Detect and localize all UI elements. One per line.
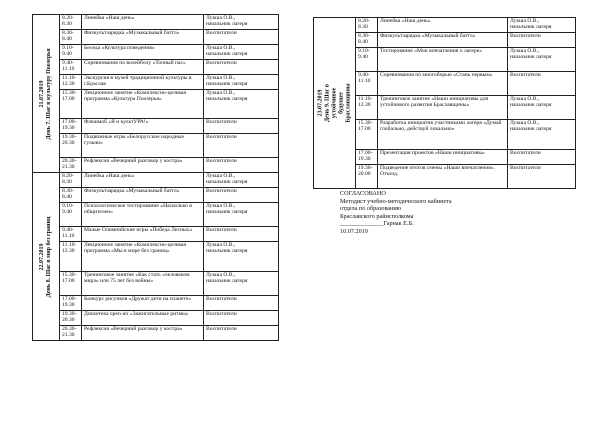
schedule-table-right [313, 17, 576, 189]
responsible-cell: Лукша О.В., начальник лагеря [508, 18, 576, 33]
day-title: День 7. Шаг в культуру Поозерья [46, 47, 52, 140]
activity-cell: Физкультзарядка «Музыкальный баттл» [82, 188, 204, 203]
time-cell: 15.30- 17.00 [60, 272, 82, 296]
table-row [33, 242, 279, 272]
time-cell: 8.20- 8.30 [60, 173, 82, 188]
time-cell: 19.30- 20.30 [60, 134, 82, 158]
responsible-cell: Воспитатели [204, 119, 279, 134]
activity-cell: Конкурс рисунков «Дружат дети на планете» [82, 296, 204, 311]
table-row [33, 134, 279, 158]
time-cell: 9.10- 9.40 [60, 203, 82, 227]
responsible-cell: Воспитатели [204, 296, 279, 311]
day-header [33, 15, 60, 173]
responsible-cell: Воспитатели [508, 150, 576, 165]
responsible-cell: Лукша О.В., начальник лагеря [204, 15, 279, 30]
responsible-cell: Лукша О.В., начальник лагеря [508, 96, 576, 120]
time-cell: 9.40- 11.10 [60, 60, 82, 75]
table-row [33, 188, 279, 203]
activity-cell: Разработка инициатив участниками лагеря «Думай глобально, действуй локально» [378, 120, 508, 150]
responsible-cell: Воспитатели [508, 33, 576, 48]
activity-cell: Линейка «Наш день» [82, 173, 204, 188]
approval-signature: ______________Гарнак Е.Б. [340, 220, 414, 228]
activity-cell: Беседа «Культура поведения» [82, 45, 204, 60]
time-cell: 19.30- 20.00 [356, 165, 378, 189]
schedule-table-left [32, 14, 279, 341]
day-title: День 9. Шаг в устойчивое будущее Браславщины [324, 83, 351, 123]
activity-cell: Малые Олимпийские игры «Победа Лесных» [82, 227, 204, 242]
activity-cell: Подведение итогов смены «Наши впечатления». Отъезд. [378, 165, 508, 189]
activity-cell: Соревнования по волейболу «Точный пас» [82, 60, 204, 75]
approval-title: СОГЛАСОВАНО [340, 190, 386, 197]
activity-cell: Тестирование «Мои впечатления о лагере» [378, 48, 508, 72]
table-row [33, 30, 279, 45]
activity-cell: Линейка «Наш день» [378, 18, 508, 33]
time-cell: 17.00- 19.30 [356, 150, 378, 165]
time-cell: 17.00- 19.30 [60, 296, 82, 311]
table-row [33, 203, 279, 227]
table-row [33, 90, 279, 119]
time-cell: 9.10- 9.40 [60, 45, 82, 60]
time-cell: 15.30- 17.00 [356, 120, 378, 150]
responsible-cell: Лукша О.В., начальник лагеря [204, 272, 279, 296]
responsible-cell: Лукша О.В., начальник лагеря [204, 75, 279, 90]
activity-cell: Рефлексия «Вечерний разговор у костра» [82, 158, 204, 173]
time-cell: 11.10- 12.30 [60, 242, 82, 272]
approval-department: отдела по образованию [340, 205, 402, 213]
day-date: 22.07.2019 [39, 243, 45, 271]
activity-cell: Лекционное занятие «Комплексно-целевая программа «Мы в мире без границ» [82, 242, 204, 272]
responsible-cell: Лукша О.В., начальник лагеря [508, 48, 576, 72]
table-row [33, 75, 279, 90]
responsible-cell: Лукша О.В., начальник лагеря [508, 120, 576, 150]
approval-position: Методист учебно-методического кабинета [340, 197, 452, 205]
time-cell: 9.40- 11.10 [356, 72, 378, 96]
activity-cell: Соревнования по многоборью «Стань первым» [378, 72, 508, 96]
time-cell: 8.20- 8.30 [356, 18, 378, 33]
responsible-cell: Воспитатели [204, 60, 279, 75]
responsible-cell: Воспитатели [508, 165, 576, 189]
table-row [33, 296, 279, 311]
responsible-cell: Лукша О.В., начальник лагеря [204, 242, 279, 272]
time-cell: 17.00- 19.30 [60, 119, 82, 134]
time-cell: 8.30- 8.40 [356, 33, 378, 48]
day-header [314, 18, 356, 189]
activity-cell: Подвижные игры «Белорусские народные гульни» [82, 134, 204, 158]
day-title: День 8. Шаг в мир без границ [46, 216, 52, 297]
time-cell: 8.30- 8.40 [60, 30, 82, 45]
activity-cell: Физкультзарядка «Музыкальный баттл» [378, 33, 508, 48]
table-row [33, 119, 279, 134]
approval-organization: Браславского райисполкома [340, 212, 414, 220]
time-cell: 11.10- 12.30 [60, 75, 82, 90]
day-date: 21.07.2019 [39, 80, 45, 107]
activity-cell: Рефлексия «Вечерний разговор у костра» [82, 326, 204, 341]
time-cell: 9.40- 11.10 [60, 227, 82, 242]
activity-cell: Психологическое тестирование «Насколько я общителен» [82, 203, 204, 227]
day-header [33, 173, 60, 341]
time-cell: 19.30- 20.30 [60, 311, 82, 326]
approval-date: 10.07.2019 [340, 227, 368, 235]
responsible-cell: Воспитатели [204, 30, 279, 45]
table-row [33, 311, 279, 326]
responsible-cell: Воспитатели [204, 311, 279, 326]
responsible-cell: Воспитатели [508, 72, 576, 96]
activity-cell: Экскурсия в музей традиционной культуры в г.Браслав [82, 75, 204, 90]
activity-cell: Линейка «Наш день» [82, 15, 204, 30]
table-row [33, 158, 279, 173]
activity-cell: Дискотека open-air «Зажигательные ритмы» [82, 311, 204, 326]
time-cell: 11.10- 12.30 [356, 96, 378, 120]
activity-cell: Физкультзарядка «Музыкальный баттл» [82, 30, 204, 45]
table-row [33, 227, 279, 242]
responsible-cell: Лукша О.В., начальник лагеря [204, 173, 279, 188]
table-row [33, 326, 279, 341]
table-row [33, 272, 279, 296]
responsible-cell: Воспитатели [204, 134, 279, 158]
time-cell: 8.20- 8.30 [60, 15, 82, 30]
table-row [33, 173, 279, 188]
responsible-cell: Воспитатели [204, 158, 279, 173]
approval-block [340, 190, 452, 236]
responsible-cell: Воспитатели [204, 227, 279, 242]
responsible-cell: Воспитатели [204, 188, 279, 203]
day-date: 23.07.2019 [317, 89, 323, 117]
time-cell: 8.30- 8.40 [60, 188, 82, 203]
time-cell: 20.30- 21.30 [60, 158, 82, 173]
time-cell: 9.10- 9.40 [356, 48, 378, 72]
responsible-cell: Лукша О.В., начальник лагеря [204, 45, 279, 60]
responsible-cell: Воспитатели [204, 326, 279, 341]
table-row [33, 45, 279, 60]
table-row [314, 18, 576, 33]
time-cell: 20.30- 21.30 [60, 326, 82, 341]
responsible-cell: Лукша О.В., начальник лагеря [204, 90, 279, 119]
table-row [33, 15, 279, 30]
activity-cell: Презентация проектов «Наши инициативы» [378, 150, 508, 165]
responsible-cell: Лукша О.В., начальник лагеря [204, 203, 279, 227]
activity-cell: Тренинговое занятие «Как стать «человеком мира» или 75 лет без войны» [82, 272, 204, 296]
activity-cell: Тренинговое занятие «Наши инициативы для устойчивого развития Браславщины» [378, 96, 508, 120]
activity-cell: Лекционное занятие «Комплексно-целевая программа «Культура Поозерья» [82, 90, 204, 119]
table-row [33, 60, 279, 75]
time-cell: 15.30- 17.00 [60, 90, 82, 119]
activity-cell: Флешмоб «Я и культУРА!» [82, 119, 204, 134]
